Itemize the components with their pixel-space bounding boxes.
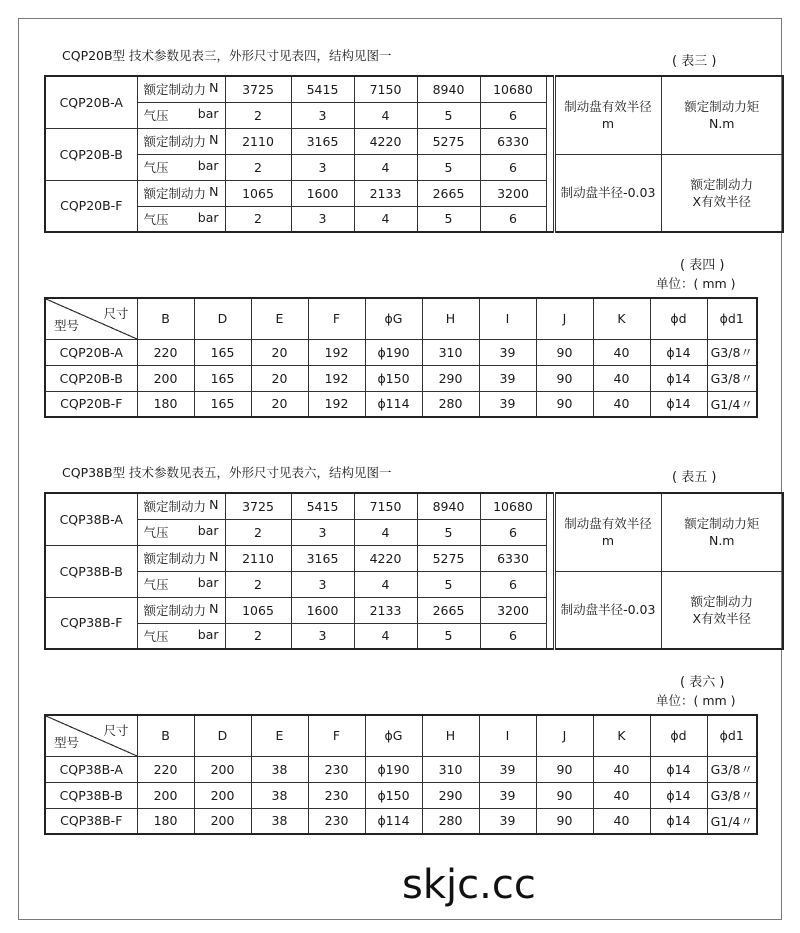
- force-label-cell: [137, 76, 225, 102]
- section2-heading: CQP38B型 技术参数见表五，外形尺寸见表六，结构见图一: [62, 465, 392, 480]
- force-value: 3725: [225, 76, 291, 102]
- force-label-text: 额定制动力: [143, 551, 207, 566]
- dims-column-header: ϕd: [650, 298, 707, 339]
- dims-row: [45, 756, 757, 782]
- dims-value: ϕ114: [365, 391, 422, 417]
- separator-gap: [546, 76, 554, 232]
- dims-row: [45, 782, 757, 808]
- force-value: 6330: [480, 545, 546, 571]
- pressure-label-cell: [137, 623, 225, 649]
- dims-value: ϕ14: [650, 365, 707, 391]
- dims-value: G3/8〃: [707, 756, 757, 782]
- dims-value: 310: [422, 339, 479, 365]
- table4-tag: ( 表四 ): [680, 258, 725, 273]
- force-value: 3165: [291, 545, 354, 571]
- pressure-value: 3: [291, 623, 354, 649]
- dims-value: 200: [194, 756, 251, 782]
- force-label: [144, 497, 225, 515]
- dims-value: 200: [137, 782, 194, 808]
- force-value: 1065: [225, 597, 291, 623]
- dims-column-header: E: [251, 298, 308, 339]
- force-value: 3200: [480, 180, 546, 206]
- dims-value: 192: [308, 339, 365, 365]
- pressure-value: 4: [354, 154, 417, 180]
- pressure-label: [144, 106, 225, 124]
- pressure-label-text: 气压: [143, 108, 169, 123]
- pressure-value: 4: [354, 623, 417, 649]
- force-value: 2133: [354, 180, 417, 206]
- pressure-value: 3: [291, 154, 354, 180]
- dims-column-header: D: [194, 715, 251, 756]
- pressure-unit: bar: [197, 106, 219, 121]
- dims-value: G1/4〃: [707, 391, 757, 417]
- dims-value: 38: [251, 756, 308, 782]
- dims-value: 220: [137, 339, 194, 365]
- pressure-label-text: 气压: [143, 577, 169, 592]
- dims-value: G1/4〃: [707, 808, 757, 834]
- dims-row: [45, 339, 757, 365]
- dims-value: ϕ14: [650, 391, 707, 417]
- force-value: 3165: [291, 128, 354, 154]
- dims-value: 38: [251, 782, 308, 808]
- dims-column-header: H: [422, 715, 479, 756]
- force-label: [144, 132, 225, 150]
- pressure-value: 2: [225, 623, 291, 649]
- dims-value: 40: [593, 391, 650, 417]
- pressure-value: 5: [417, 571, 480, 597]
- params-table-1: [44, 75, 784, 233]
- force-value: 6330: [480, 128, 546, 154]
- force-value: 2110: [225, 545, 291, 571]
- dims-value: 290: [422, 782, 479, 808]
- corner-cell: [45, 715, 137, 756]
- watermark-text: skjc.cc: [402, 862, 536, 908]
- pressure-value: 4: [354, 519, 417, 545]
- table4-unit: 单位：( mm ): [656, 276, 736, 291]
- effective-radius-formula: 制动盘半径-0.03: [554, 571, 661, 649]
- pressure-label: [144, 575, 225, 593]
- dims-value: 90: [536, 365, 593, 391]
- dims-value: 200: [137, 365, 194, 391]
- force-value: 5415: [291, 76, 354, 102]
- rated-torque-formula: 额定制动力 X有效半径: [661, 571, 783, 649]
- pressure-value: 4: [354, 102, 417, 128]
- dims-value: ϕ150: [365, 782, 422, 808]
- dims-value: 20: [251, 365, 308, 391]
- dims-value: ϕ150: [365, 365, 422, 391]
- dims-value: 90: [536, 756, 593, 782]
- dims-value: 40: [593, 756, 650, 782]
- pressure-value: 3: [291, 206, 354, 232]
- force-value: 8940: [417, 493, 480, 519]
- pressure-value: 2: [225, 519, 291, 545]
- force-value: 10680: [480, 76, 546, 102]
- force-label: [144, 184, 225, 202]
- pressure-value: 2: [225, 206, 291, 232]
- dims-model-cell: CQP38B-B: [45, 782, 137, 808]
- pressure-label-cell: [137, 206, 225, 232]
- pressure-unit: bar: [197, 158, 219, 173]
- dims-column-header: I: [479, 715, 536, 756]
- dims-value: G3/8〃: [707, 782, 757, 808]
- pressure-label-cell: [137, 519, 225, 545]
- dims-model-cell: CQP20B-F: [45, 391, 137, 417]
- dims-model-cell: CQP20B-B: [45, 365, 137, 391]
- dims-value: 290: [422, 365, 479, 391]
- dims-value: 280: [422, 391, 479, 417]
- dims-table-4: [44, 297, 758, 418]
- force-unit: N: [209, 80, 219, 96]
- dims-column-header: F: [308, 715, 365, 756]
- force-unit: N: [209, 184, 219, 199]
- pressure-row: [45, 154, 783, 180]
- model-cell: CQP20B-F: [45, 180, 137, 232]
- dims-table-6: [44, 714, 758, 835]
- force-value: 8940: [417, 76, 480, 102]
- separator-gap: [546, 493, 554, 649]
- force-value: 2133: [354, 597, 417, 623]
- model-cell: CQP38B-A: [45, 493, 137, 545]
- pressure-label-cell: [137, 102, 225, 128]
- pressure-value: 6: [480, 102, 546, 128]
- dims-model-cell: CQP38B-A: [45, 756, 137, 782]
- dims-column-header: K: [593, 298, 650, 339]
- dims-column-header: D: [194, 298, 251, 339]
- force-value: 4220: [354, 128, 417, 154]
- dims-column-header: ϕG: [365, 715, 422, 756]
- rated-torque-formula: 额定制动力 X有效半径: [661, 154, 783, 232]
- model-cell: CQP38B-B: [45, 545, 137, 597]
- dims-value: 38: [251, 808, 308, 834]
- force-label-cell: [137, 493, 225, 519]
- pressure-value: 3: [291, 571, 354, 597]
- dims-value: 180: [137, 808, 194, 834]
- dims-value: 165: [194, 365, 251, 391]
- force-label-text: 额定制动力: [143, 499, 207, 515]
- pressure-value: 5: [417, 102, 480, 128]
- rated-torque-header: 额定制动力矩 N.m: [661, 493, 783, 571]
- force-row: [45, 493, 783, 519]
- pressure-label: [144, 523, 225, 541]
- model-cell: CQP20B-A: [45, 76, 137, 128]
- corner-top-label: 尺寸: [103, 306, 129, 321]
- force-unit: N: [209, 497, 219, 513]
- pressure-value: 6: [480, 623, 546, 649]
- force-unit: N: [209, 601, 219, 616]
- force-value: 1600: [291, 597, 354, 623]
- dims-column-header: E: [251, 715, 308, 756]
- dims-value: 39: [479, 808, 536, 834]
- dims-column-header: B: [137, 298, 194, 339]
- dims-value: 90: [536, 808, 593, 834]
- force-label-cell: [137, 597, 225, 623]
- dims-value: 40: [593, 339, 650, 365]
- corner-cell: [45, 298, 137, 339]
- force-value: 1600: [291, 180, 354, 206]
- pressure-value: 2: [225, 102, 291, 128]
- dims-value: G3/8〃: [707, 365, 757, 391]
- force-value: 2665: [417, 180, 480, 206]
- force-value: 2110: [225, 128, 291, 154]
- dims-value: 90: [536, 391, 593, 417]
- dims-value: 165: [194, 391, 251, 417]
- dims-value: 230: [308, 756, 365, 782]
- dims-value: ϕ14: [650, 339, 707, 365]
- dims-column-header: F: [308, 298, 365, 339]
- pressure-unit: bar: [197, 523, 219, 538]
- table3-tag: ( 表三 ): [672, 54, 717, 69]
- pressure-value: 4: [354, 206, 417, 232]
- dims-value: 192: [308, 391, 365, 417]
- dims-value: 39: [479, 782, 536, 808]
- dims-column-header: J: [536, 715, 593, 756]
- dims-value: 39: [479, 365, 536, 391]
- dims-row: [45, 808, 757, 834]
- dims-value: ϕ14: [650, 756, 707, 782]
- dims-value: 230: [308, 782, 365, 808]
- force-label: [144, 549, 225, 567]
- dims-value: G3/8〃: [707, 339, 757, 365]
- dims-value: 20: [251, 339, 308, 365]
- model-cell: CQP38B-F: [45, 597, 137, 649]
- dims-value: 165: [194, 339, 251, 365]
- force-value: 2665: [417, 597, 480, 623]
- model-cell: CQP20B-B: [45, 128, 137, 180]
- dims-column-header: B: [137, 715, 194, 756]
- dims-column-header: ϕd1: [707, 298, 757, 339]
- dims-row: [45, 365, 757, 391]
- dims-column-header: ϕG: [365, 298, 422, 339]
- dims-value: 220: [137, 756, 194, 782]
- dims-value: ϕ14: [650, 782, 707, 808]
- dims-value: ϕ190: [365, 339, 422, 365]
- dims-value: 280: [422, 808, 479, 834]
- dims-value: 192: [308, 365, 365, 391]
- force-value: 1065: [225, 180, 291, 206]
- table6-tag: ( 表六 ): [680, 675, 725, 690]
- effective-radius-header: 制动盘有效半径 m: [554, 493, 661, 571]
- dims-column-header: H: [422, 298, 479, 339]
- pressure-value: 6: [480, 571, 546, 597]
- rated-torque-header: 额定制动力矩 N.m: [661, 76, 783, 154]
- dims-value: 90: [536, 339, 593, 365]
- pressure-value: 6: [480, 519, 546, 545]
- pressure-value: 5: [417, 623, 480, 649]
- corner-bottom-label: 型号: [54, 317, 80, 333]
- dims-value: 40: [593, 808, 650, 834]
- effective-radius-header: 制动盘有效半径 m: [554, 76, 661, 154]
- params-table-2: [44, 492, 784, 650]
- dims-model-cell: CQP38B-F: [45, 808, 137, 834]
- dims-value: 90: [536, 782, 593, 808]
- dims-column-header: ϕd1: [707, 715, 757, 756]
- pressure-label-cell: [137, 154, 225, 180]
- force-unit: N: [209, 132, 219, 147]
- pressure-value: 3: [291, 519, 354, 545]
- pressure-row: [45, 571, 783, 597]
- pressure-value: 3: [291, 102, 354, 128]
- force-label: [144, 80, 225, 98]
- dims-value: 39: [479, 756, 536, 782]
- dims-value: 200: [194, 782, 251, 808]
- dims-value: ϕ114: [365, 808, 422, 834]
- dims-value: 230: [308, 808, 365, 834]
- corner-top-label: 尺寸: [103, 723, 129, 738]
- effective-radius-formula: 制动盘半径-0.03: [554, 154, 661, 232]
- force-label-text: 额定制动力: [143, 603, 207, 618]
- pressure-value: 6: [480, 154, 546, 180]
- force-value: 5415: [291, 493, 354, 519]
- force-value: 5275: [417, 128, 480, 154]
- pressure-value: 2: [225, 154, 291, 180]
- force-label-cell: [137, 180, 225, 206]
- force-value: 10680: [480, 493, 546, 519]
- pressure-value: 2: [225, 571, 291, 597]
- dims-column-header: K: [593, 715, 650, 756]
- dims-column-header: ϕd: [650, 715, 707, 756]
- pressure-label-cell: [137, 571, 225, 597]
- force-label-cell: [137, 545, 225, 571]
- force-label-text: 额定制动力: [143, 186, 207, 201]
- force-value: 3725: [225, 493, 291, 519]
- force-label-cell: [137, 128, 225, 154]
- pressure-label-text: 气压: [143, 160, 169, 175]
- force-value: 7150: [354, 493, 417, 519]
- pressure-value: 6: [480, 206, 546, 232]
- force-row: [45, 76, 783, 102]
- pressure-unit: bar: [197, 626, 219, 642]
- pressure-label-text: 气压: [143, 628, 169, 644]
- dims-model-cell: CQP20B-A: [45, 339, 137, 365]
- force-unit: N: [209, 549, 219, 564]
- pressure-value: 5: [417, 519, 480, 545]
- pressure-label: [144, 158, 225, 176]
- force-value: 5275: [417, 545, 480, 571]
- dims-column-header: J: [536, 298, 593, 339]
- dims-row: [45, 391, 757, 417]
- dims-header-row: [45, 298, 757, 339]
- force-label-text: 额定制动力: [143, 134, 207, 149]
- force-value: 7150: [354, 76, 417, 102]
- dims-value: 310: [422, 756, 479, 782]
- table5-tag: ( 表五 ): [672, 470, 717, 485]
- dims-column-header: I: [479, 298, 536, 339]
- pressure-value: 5: [417, 206, 480, 232]
- force-label: [144, 601, 225, 619]
- pressure-label-text: 气压: [143, 525, 169, 540]
- dims-value: 40: [593, 782, 650, 808]
- force-value: 3200: [480, 597, 546, 623]
- pressure-label: [144, 210, 225, 228]
- dims-value: 200: [194, 808, 251, 834]
- dims-header-row: [45, 715, 757, 756]
- pressure-label: [144, 627, 225, 645]
- pressure-unit: bar: [197, 209, 219, 225]
- dims-value: ϕ190: [365, 756, 422, 782]
- corner-bottom-label: 型号: [54, 734, 80, 750]
- dims-value: 20: [251, 391, 308, 417]
- force-label-text: 额定制动力: [143, 82, 207, 98]
- section1-heading: CQP20B型 技术参数见表三，外形尺寸见表四，结构见图一: [62, 48, 392, 63]
- pressure-value: 5: [417, 154, 480, 180]
- dims-value: 39: [479, 339, 536, 365]
- dims-value: ϕ14: [650, 808, 707, 834]
- pressure-value: 4: [354, 571, 417, 597]
- dims-value: 40: [593, 365, 650, 391]
- dims-value: 180: [137, 391, 194, 417]
- pressure-unit: bar: [197, 575, 219, 590]
- table6-unit: 单位：( mm ): [656, 693, 736, 708]
- force-value: 4220: [354, 545, 417, 571]
- pressure-label-text: 气压: [143, 211, 169, 227]
- dims-value: 39: [479, 391, 536, 417]
